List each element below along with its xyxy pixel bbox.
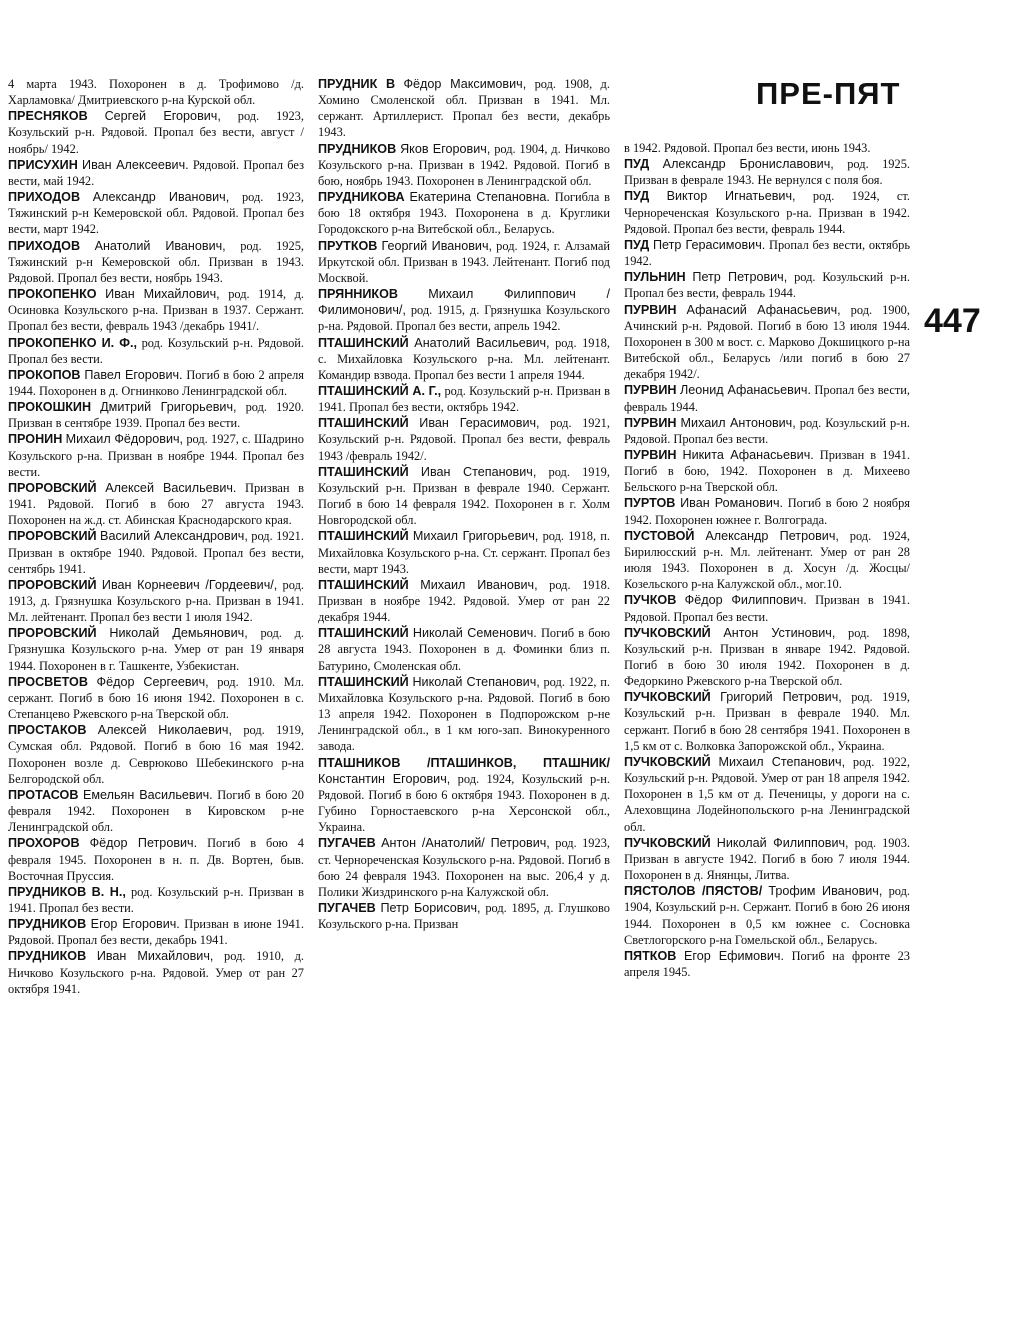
record-text: род. 1925. Призван в феврале 1943. Не вернулся с поля боя. — [624, 157, 910, 188]
surname: ПРУДНИКОВ — [8, 949, 87, 964]
record-entry — [318, 238, 610, 286]
record-entry — [8, 674, 304, 722]
surname: ПТАШИНСКИЙ — [318, 529, 409, 544]
given-names: Леонид Афанасьевич. — [679, 383, 811, 398]
surname: ПЯТКОВ — [624, 948, 677, 963]
record-text: род. 1924, Козульский р-н. Рядовой. Погиб в бою 6 октября 1943. Похоронен в д. Губино Горностаевского р-на Херсонской обл., Украина. — [318, 771, 610, 835]
given-names: Екатерина Степановна. — [409, 190, 550, 205]
surname: ПУЧКОВ — [624, 593, 677, 608]
record-entry — [8, 76, 304, 108]
given-names: Фёдор Петрович. — [89, 836, 198, 851]
given-names: Сергей Егорович, — [104, 109, 221, 124]
record-entry — [8, 722, 304, 787]
record-text: род. 1895, д. Глушково Козульского р-на. Призван — [318, 900, 610, 932]
surname: ПРИСУХИН — [8, 157, 78, 172]
given-names: Петр Борисович, — [380, 900, 481, 915]
given-names: Иван Корнеевич /Гордеевич/, — [101, 577, 278, 592]
record-text: Погиб в бою 20 февраля 1942. Похоронен в Кировском р-не Ленинградской обл. — [8, 787, 304, 835]
given-names: Павел Егорович. — [84, 367, 183, 382]
record-entry — [624, 447, 910, 495]
column-3 — [624, 140, 910, 980]
given-names: Михаил Антонович, — [680, 415, 796, 430]
given-names: Виктор Игнатьевич, — [666, 189, 796, 204]
record-text: Призван в 1941. Рядовой. Погиб в бою 27 августа 1943. Похоронен на ж.д. ст. Абинская Краснодарского края. — [8, 480, 304, 528]
given-names: Фёдор Филиппович. — [684, 593, 807, 608]
given-names: Иван Михайлович, — [105, 287, 220, 302]
record-entry — [318, 755, 610, 836]
surname: ПРОРОВСКИЙ — [8, 529, 97, 544]
record-entry — [8, 399, 304, 431]
record-text: род. 1920. Призван в сентябре 1939. Пропал без вести. — [8, 400, 304, 431]
record-text: Погибла в бою 18 октября 1943. Похоронена в д. Круглики Городокского р-на Витебской обл., Беларусь. — [318, 190, 610, 237]
surname: ПРОРОВСКИЙ — [8, 577, 97, 592]
surname: ПУРВИН — [624, 415, 677, 430]
surname: ПУД — [624, 237, 650, 252]
record-text: род. Козульский р-н. Рядовой. Пропал без вести. — [8, 335, 305, 366]
record-text: род. 1919, Козульский р-н. Призван в феврале 1940. Мл. сержант. Погиб в бою 28 сентября 1941. Похоронен в 1,5 км от с. Волковка Запорожской обл., Украина. — [624, 690, 910, 753]
record-text: род. 1923, ст. Чернореченская Козульского р-на. Рядовой. Погиб в бою 24 февраля 1943. Похоронен на выс. 206,4 у д. Полики Жиздринского р-на Калужской обл. — [318, 836, 610, 899]
given-names: Николай Филиппович, — [716, 835, 849, 850]
given-names: Иван Алексеевич. — [82, 157, 189, 172]
record-entry — [624, 156, 910, 188]
surname: ПРИХОДОВ — [8, 190, 81, 205]
record-text: род. 1900, Ачинский р-н. Рядовой. Погиб в бою 13 июля 1944. Похоронен в 300 м вост. с. Марково Докшицкого р-на Витебской обл., Беларусь /или погиб в бою 27 декабря 1942/. — [624, 302, 910, 382]
surname: ПРУТКОВ — [318, 238, 378, 253]
surname: ПРУДНИКОВ — [8, 917, 87, 932]
record-entry — [624, 625, 910, 690]
record-text: род. 1919, Сумская обл. Рядовой. Погиб в бою 16 мая 1942. Похоронен возле д. Севрюково Шебекинского р-на Белгородской обл. — [8, 723, 304, 786]
record-text: род. 1914, д. Осиновка Козульского р-на. Призван в 1937. Сержант. Пропал без вести, февраль 1943 /декабрь 1941/. — [8, 287, 304, 334]
record-entry — [8, 835, 304, 883]
surname: ПТАШИНСКИЙ — [318, 674, 409, 689]
surname: ПУЧКОВСКИЙ — [624, 754, 711, 769]
given-names: Иван Михайлович, — [96, 949, 214, 964]
surname: ПУД — [624, 189, 650, 204]
given-names: Николай Степанович, — [412, 674, 540, 689]
record-text: род. Козульский р-н. Рядовой. Пропал без вести. — [624, 415, 910, 446]
record-entry — [8, 238, 304, 286]
record-text: род. 1922, п. Михайловка Козульского р-на. Рядовой. Погиб в бою 13 апреля 1942. Похоронен в Подпорожском р-не Ленинградской обл., в 1 км юго-зап. Винокуренного завода. — [318, 674, 610, 754]
given-names: Иван Герасимович, — [419, 416, 540, 431]
surname: ПРОНИН — [8, 432, 63, 447]
record-text: род. д. Грязнушка Козульского р-на. Умер от ран 19 января 1944. Похоронен в г. Ташкенте, Узбекистан. — [8, 626, 304, 673]
record-entry — [8, 480, 304, 528]
record-entry — [624, 269, 910, 301]
record-entry — [624, 835, 910, 883]
surname: ПРОХОРОВ — [8, 836, 80, 851]
surname: ПРУДНИКОВ — [318, 141, 397, 156]
given-names: Фёдор Сергеевич, — [96, 674, 209, 689]
record-text: род. 1924, г. Алзамай Иркутской обл. Призван в 1943. Лейтенант. Погиб под Москвой. — [318, 238, 610, 285]
record-entry — [318, 383, 610, 415]
given-names: Михаил Иванович, — [420, 577, 538, 592]
record-entry — [318, 674, 610, 755]
given-names: Трофим Иванович, — [768, 884, 883, 899]
record-entry — [318, 528, 610, 576]
given-names: Михаил Филиппович /Филимонович/, — [318, 287, 610, 318]
record-entry — [318, 900, 610, 932]
surname: ПРОСТАКОВ — [8, 723, 87, 738]
surname: ПУЧКОВСКИЙ — [624, 625, 711, 640]
given-names: Антон /Анатолий/ Петрович, — [381, 836, 550, 851]
record-text: Призван в 1941. Рядовой. Пропал без вести. — [624, 593, 910, 624]
surname: ПТАШИНСКИЙ А. Г., — [318, 383, 442, 398]
surname: ПУРТОВ — [624, 496, 676, 511]
record-entry — [8, 189, 304, 237]
record-entry — [318, 464, 610, 529]
record-text: род. 1915, д. Грязнушка Козульского р-на. Рядовой. Пропал без вести, апрель 1942. — [318, 303, 610, 334]
given-names: Михаил Григорьевич, — [412, 529, 539, 544]
record-text: Призван в 1941. Погиб в бою, 1942. Похоронен в д. Михеево Бельского р-на Тверской обл. — [624, 447, 910, 495]
record-text: род. Козульский р-н. Призван в 1941. Пропал без вести. — [8, 884, 304, 915]
given-names: Василий Александрович, — [100, 529, 248, 544]
given-names: Анатолий Васильевич, — [414, 335, 550, 350]
surname: ПТАШИНСКИЙ — [318, 335, 409, 350]
record-entry — [624, 415, 910, 447]
record-text: род. 1925, Тяжинский р-н Кемеровской обл. Призван в 1943. Рядовой. Пропал без вести, ноябрь 1943. — [8, 238, 304, 285]
record-text: род. 1923, Тяжинский р-н Кемеровской обл. Рядовой. Пропал без вести, март 1942. — [8, 190, 304, 237]
record-text: Призван в июне 1941. Рядовой. Пропал без вести, декабрь 1941. — [8, 917, 304, 948]
record-entry — [624, 495, 910, 527]
record-text: род. 1904, д. Ничково Козульского р-на. Призван в 1942. Рядовой. Погиб в бою, ноябрь 1943. Похоронен в Ленинградской обл. — [318, 141, 610, 188]
record-text: род. 1921, Козульский р-н. Рядовой. Пропал без вести, февраль 1943 /февраль 1942/. — [318, 416, 610, 463]
record-text: род. 1921. Призван в октябре 1940. Рядовой. Пропал без вести, сентябрь 1941. — [8, 529, 304, 576]
record-entry — [624, 302, 910, 383]
given-names: Александр Петрович, — [705, 528, 839, 543]
record-text: род. 1908, д. Хомино Смоленской обл. Призван в 1941. Мл. сержант. Артиллерист. Пропал без вести, декабрь 1943. — [318, 77, 610, 140]
surname: ПРОКОПЕНКО И. Ф., — [8, 335, 137, 350]
surname: ПРЕСНЯКОВ — [8, 109, 88, 124]
record-text: Погиб в бою 2 апреля 1944. Похоронен в д. Огнинково Ленинградской обл. — [8, 367, 304, 398]
record-text: род. Козульский р-н. Пропал без вести, февраль 1944. — [624, 270, 910, 301]
surname: ПРОТАСОВ — [8, 787, 79, 802]
record-text: род. 1904, Козульский р-н. Сержант. Погиб в бою 26 июня 1944. Похоронен в 0,5 км южнее с. Сосновка Светлогорского р-на Гомельской обл., Беларусь. — [624, 884, 910, 947]
record-text: род. 1918. Призван в ноябре 1942. Рядовой. Умер от ран 22 декабря 1944. — [318, 577, 610, 625]
given-names: Алексей Николаевич, — [97, 723, 232, 738]
record-entry — [624, 528, 910, 593]
record-text: род. 1918, с. Михайловка Козульского р-на. Мл. лейтенант. Командир взвода. Пропал без вести 1 апреля 1944. — [318, 335, 610, 382]
record-entry — [318, 76, 610, 141]
record-entry — [8, 335, 304, 367]
record-entry — [624, 592, 910, 624]
record-entry — [624, 754, 910, 835]
surname: ПРУДНИК В — [318, 77, 396, 91]
surname: ПРОРОВСКИЙ — [8, 626, 97, 641]
record-entry — [8, 431, 304, 479]
record-text: род. 1924, Бирилюсский р-н. Мл. лейтенант. Умер от ран 28 июля 1943. Похоронен в д. Хосун /д. Жосцы/ Козельского р-на Калужской обл., мог.10. — [624, 528, 910, 592]
record-text: Погиб в бою 28 августа 1943. Похоронен в д. Фоминки близ п. Батурино, Смоленская обл. — [318, 626, 610, 673]
given-names: Емельян Васильевич. — [82, 787, 213, 802]
record-entry — [624, 140, 910, 156]
record-entry — [318, 625, 610, 673]
surname: ПРОСВЕТОВ — [8, 674, 88, 689]
given-names: Григорий Петрович, — [720, 690, 842, 705]
surname: ПРОРОВСКИЙ — [8, 480, 97, 495]
record-text: Погиб на фронте 23 апреля 1945. — [624, 948, 910, 979]
surname: ПРОКОПОВ — [8, 367, 81, 382]
given-names: Константин Егорович, — [318, 771, 451, 786]
record-entry — [624, 689, 910, 754]
record-text: род. 1898, Козульский р-н. Призван в январе 1942. Рядовой. Погиб в бою 30 июля 1942. Похоронен в д. Федоркино Ржевского р-на Тверской обл. — [624, 625, 910, 689]
given-names: Петр Петрович, — [692, 270, 788, 285]
surname: ПРУДНИКОВ В. Н., — [8, 884, 126, 899]
record-entry — [624, 948, 910, 980]
column-2 — [318, 76, 610, 932]
surname: ПУЧКОВСКИЙ — [624, 690, 711, 705]
given-names: Егор Ефимович. — [683, 948, 784, 963]
surname: ПУГАЧЕВ — [318, 836, 376, 851]
record-text: род. 1910, д. Ничково Козульского р-на. Рядовой. Умер от ран 27 октября 1941. — [8, 949, 304, 996]
record-entry — [318, 335, 610, 383]
given-names: Петр Герасимович. — [652, 237, 766, 252]
record-text: род. 1913, д. Грязнушка Козульского р-на. Призван в 1941. Мл. лейтенант. Пропал без вести 1 июля 1942. — [8, 577, 304, 625]
record-entry — [8, 286, 304, 334]
record-text: род. 1927, с. Шадрино Козульского р-на. Призван в ноябре 1944. Пропал без вести. — [8, 432, 304, 479]
column-1 — [8, 76, 304, 997]
surname: ПУРВИН — [624, 447, 677, 462]
record-text: Погиб в бою 4 февраля 1945. Похоронен в н. п. Дв. Вортен, быв. Восточная Пруссия. — [8, 836, 304, 883]
given-names: Яков Егорович, — [400, 141, 491, 156]
record-text: род. 1919, Козульский р-н. Призван в феврале 1940. Сержант. Погиб в бою 14 февраля 1942. Похоронен в г. Холм Новгородской обл. — [318, 464, 610, 528]
record-text: Погиб в бою 2 ноября 1942. Похоронен южнее г. Волгограда. — [624, 496, 910, 527]
given-names: Георгий Иванович, — [381, 238, 493, 253]
given-names: Александр Иванович, — [92, 190, 230, 205]
surname: ПРОКОПЕНКО — [8, 287, 97, 302]
surname: ПТАШИНСКИЙ — [318, 464, 409, 479]
record-text: род. 1918, п. Михайловка Козульского р-на. Ст. сержант. Пропал без вести, март 1943. — [318, 529, 610, 576]
surname: ПУЛЬНИН — [624, 270, 686, 285]
record-entry — [318, 577, 610, 625]
given-names: Николай Семенович. — [412, 626, 537, 641]
record-text: Пропал без вести, октябрь 1942. — [624, 237, 910, 269]
record-text: Пропал без вести, февраль 1944. — [624, 383, 910, 414]
page-header-range: ПРЕ-ПЯТ — [756, 76, 901, 111]
record-entry — [318, 415, 610, 463]
given-names: Фёдор Максимович, — [403, 77, 527, 91]
surname: ПРИХОДОВ — [8, 238, 81, 253]
record-text: в 1942. Рядовой. Пропал без вести, июнь 1943. — [624, 141, 871, 155]
record-entry — [318, 286, 610, 334]
given-names: Афанасий Афанасьевич, — [686, 302, 841, 317]
given-names: Иван Степанович, — [420, 464, 537, 479]
record-entry — [8, 625, 304, 673]
record-entry — [8, 916, 304, 948]
surname: ПУСТОВОЙ — [624, 528, 695, 543]
given-names: Никита Афанасьевич. — [682, 447, 814, 462]
record-text: Рядовой. Пропал без вести, май 1942. — [8, 157, 304, 188]
surname: ПУРВИН — [624, 302, 677, 317]
surname: ПЯСТОЛОВ /ПЯСТОВ/ — [624, 884, 763, 899]
record-entry — [8, 528, 304, 576]
record-text: род. 1903. Призван в августе 1942. Погиб в бою 7 июля 1944. Похоронен в д. Янянцы, Литва. — [624, 835, 910, 883]
record-entry — [8, 577, 304, 625]
record-entry — [8, 157, 304, 189]
record-text: род. Козульский р-н. Призван в 1941. Пропал без вести, октябрь 1942. — [318, 383, 610, 415]
surname: ПУЧКОВСКИЙ — [624, 835, 711, 850]
surname: ПТАШИНСКИЙ — [318, 626, 409, 641]
record-entry — [624, 237, 910, 269]
record-text: род. 1922, Козульский р-н. Рядовой. Умер от ран 18 апреля 1942. Похоронен в 1,5 км от д. Печеницы, у дороги на с. Алеховщина Лодейнопольского р-на Ленинградской обл. — [624, 754, 910, 834]
given-names: Анатолий Иванович, — [94, 238, 226, 253]
record-text: род. 1910. Мл. сержант. Погиб в бою 16 июня 1942. Похоронен в с. Степанцево Ржевского р-на Тверской обл. — [8, 674, 304, 722]
record-entry — [8, 787, 304, 835]
record-entry — [624, 883, 910, 948]
surname: ПРОКОШКИН — [8, 400, 92, 415]
record-entry — [8, 948, 304, 996]
surname: ПУГАЧЕВ — [318, 900, 376, 915]
given-names: Алексей Васильевич. — [105, 480, 237, 495]
given-names: Александр Брониславович, — [662, 157, 834, 172]
given-names: Иван Романович. — [680, 496, 784, 511]
given-names: Дмитрий Григорьевич, — [100, 400, 237, 415]
surname: ПУРВИН — [624, 383, 677, 398]
page-number: 447 — [924, 302, 981, 340]
record-entry — [318, 141, 610, 189]
record-entry — [624, 382, 910, 414]
given-names: Егор Егорович. — [90, 917, 180, 932]
given-names: Антон Устинович, — [723, 625, 836, 640]
surname: ПТАШИНСКИЙ — [318, 577, 409, 592]
record-entry — [318, 835, 610, 900]
record-entry — [8, 108, 304, 156]
surname: ПРЯННИКОВ — [318, 287, 399, 302]
record-entry — [8, 884, 304, 916]
record-text: род. 1923, Козульский р-н. Рядовой. Пропал без вести, август /ноябрь/ 1942. — [8, 109, 304, 156]
surname: ПРУДНИКОВА — [318, 190, 405, 205]
surname: ПТАШНИКОВ /ПТАШИНКОВ, ПТАШНИК/ — [318, 755, 610, 770]
surname: ПУД — [624, 157, 650, 172]
given-names: Михаил Степанович, — [718, 754, 846, 769]
given-names: Николай Демьянович, — [109, 626, 248, 641]
surname: ПТАШИНСКИЙ — [318, 416, 409, 431]
record-text: 4 марта 1943. Похоронен в д. Трофимово /д. Харламовка/ Дмитриевского р-на Курской обл. — [8, 77, 304, 108]
record-text: род. 1924, ст. Чернореченская Козульского р-на. Призван в 1942. Рядовой. Пропал без вести, февраль 1944. — [624, 189, 910, 236]
record-entry — [318, 189, 610, 237]
record-entry — [8, 367, 304, 399]
given-names: Михаил Фёдорович, — [65, 432, 184, 447]
record-entry — [624, 188, 910, 236]
